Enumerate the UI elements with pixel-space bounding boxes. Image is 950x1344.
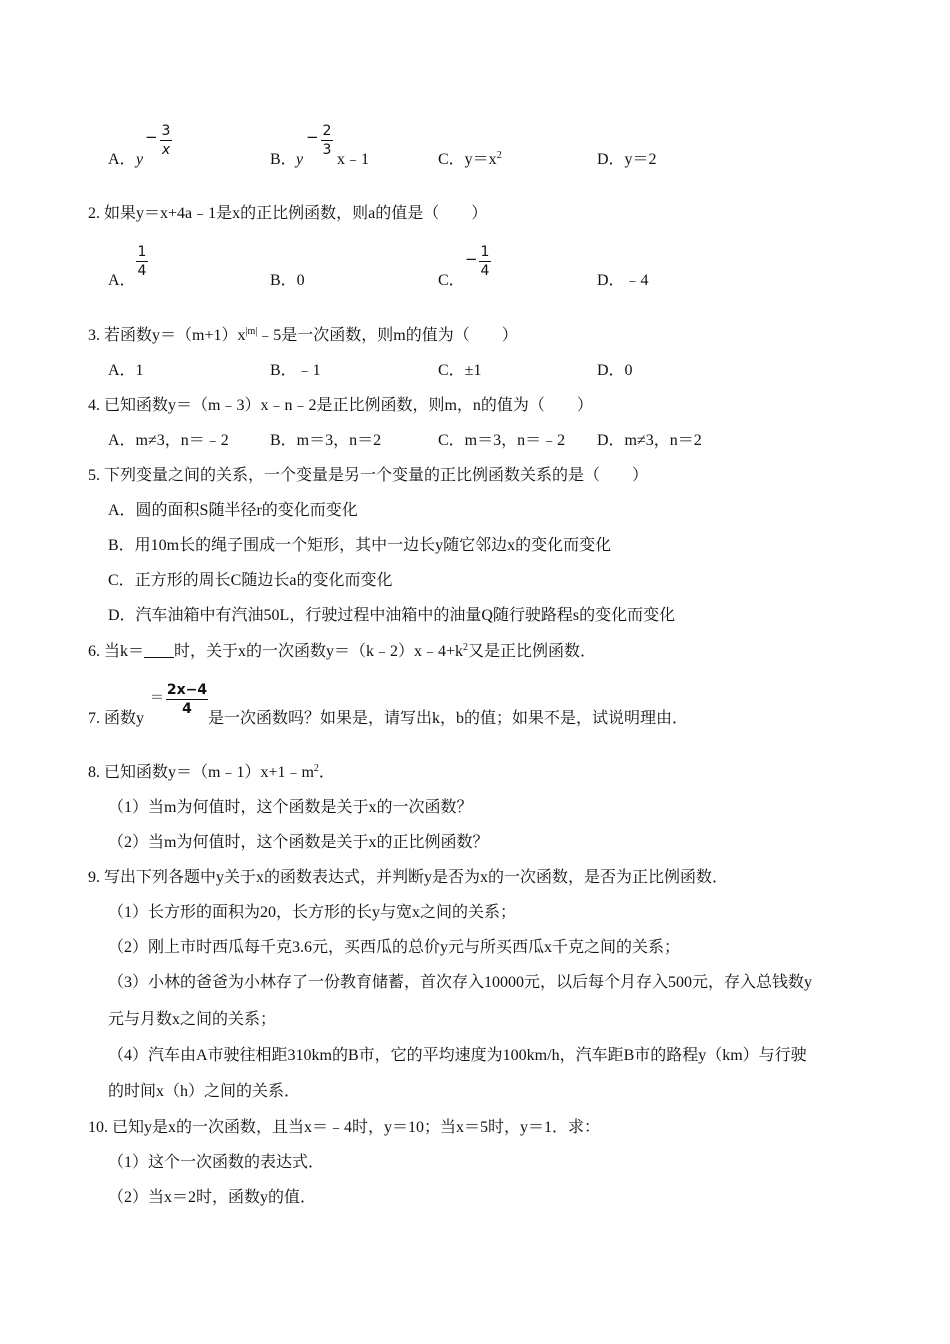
q9-part-3-line-2: 元与月数x之间的关系；	[108, 1011, 277, 1028]
q4-stem: 4. 已知函数y＝（m﹣3）x﹣n﹣2是正比例函数，则m，n的值为（ ）	[88, 397, 593, 414]
q1-option-a-fraction: 3 x	[161, 123, 171, 158]
q7-equals: ＝	[150, 690, 164, 706]
q9-part-2: （2）刚上市时西瓜每千克3.6元，买西瓜的总价y元与所买西瓜x千克之间的关系；	[108, 939, 681, 956]
q7-fraction: 2x−4 4	[166, 682, 208, 717]
q2-option-c-fraction: 1 4	[480, 244, 490, 279]
q9-part-1: （1）长方形的面积为20，长方形的长y与宽x之间的关系；	[108, 904, 517, 921]
q2-option-a-label: A．	[108, 272, 136, 289]
q1-option-b-var: y	[296, 151, 304, 168]
q10-part-1: （1）这个一次函数的表达式．	[108, 1154, 325, 1171]
q2-option-c-minus: −	[465, 250, 478, 268]
q4-option-c: C．m＝3，n＝﹣2	[438, 432, 566, 449]
q9-stem: 9. 写出下列各题中y关于x的函数表达式，并判断y是否为x的一次函数，是否为正比例函数．	[88, 869, 729, 886]
q5-option-b: B．用10m长的绳子围成一个矩形，其中一边长y随它邻边x的变化而变化	[108, 537, 612, 554]
q9-part-3-line-1: （3）小林的爸爸为小林存了一份教育储蓄，首次存入10000元，以后每个月存入500元，存入总钱数y	[108, 974, 813, 991]
q2-stem: 2. 如果y＝x+4a﹣1是x的正比例函数，则a的值是（ ）	[88, 205, 488, 222]
q3-option-d: D．0	[597, 362, 633, 379]
q5-option-a: A．圆的面积S随半径r的变化而变化	[108, 502, 358, 519]
q1-option-b-tail: x﹣1	[337, 151, 370, 168]
q3-stem: 3. 若函数$y=(m+1)x^{|m|}﹣5$是一次函数，则m的值为（ ）	[88, 326, 518, 344]
q1-option-b-label: B．	[270, 151, 297, 168]
q5-option-c: C．正方形的周长C随边长a的变化而变化	[108, 572, 393, 589]
q1-option-b-fraction: 2 3	[322, 123, 332, 158]
q1-option-a-label: A．	[108, 151, 136, 168]
q8-part-1: （1）当m为何值时，这个函数是关于x的一次函数？	[108, 799, 473, 816]
q1-option-a-minus: −	[145, 128, 158, 146]
q1-option-d: D．y＝2	[597, 151, 657, 168]
q4-option-d: D．m≠3，n＝2	[597, 432, 702, 449]
q3-option-b: B．﹣1	[270, 362, 321, 379]
q5-stem: 5. 下列变量之间的关系，一个变量是另一个变量的正比例函数关系的是（ ）	[88, 467, 649, 484]
q3-option-c: C．±1	[438, 362, 482, 379]
q5-option-d: D．汽车油箱中有汽油50L，行驶过程中油箱中的油量Q随行驶路程s的变化而变化	[108, 607, 676, 624]
q2-option-b: B．0	[270, 272, 305, 289]
q7-stem-b: 是一次函数吗？如果是，请写出k，b的值；如果不是，试说明理由．	[208, 710, 689, 727]
q4-option-a: A．m≠3，n＝﹣2	[108, 432, 229, 449]
q4-option-b: B．m＝3，n＝2	[270, 432, 382, 449]
q8-stem: 8. 已知函数$y=(m﹣1)x+1﹣m^2$．	[88, 763, 335, 781]
q9-part-4-line-1: （4）汽车由A市驶往相距310km的B市，它的平均速度为100km/h，汽车距B市的路程y（km）与行驶	[108, 1047, 807, 1064]
q3-option-a: A．1	[108, 362, 144, 379]
q1-option-a-var: y	[136, 151, 144, 168]
q10-stem: 10. 已知y是x的一次函数，且当x＝﹣4时，y＝10；当x＝5时，y＝1．求：	[88, 1119, 601, 1136]
q2-option-d: D．﹣4	[597, 272, 649, 289]
q10-part-2: （2）当x＝2时，函数y的值．	[108, 1189, 317, 1206]
q2-option-c-label: C．	[438, 272, 465, 289]
q8-part-2: （2）当m为何值时，这个函数是关于x的正比例函数？	[108, 834, 489, 851]
q1-option-c: C．$y=x^2$	[438, 150, 502, 168]
q2-option-a-fraction: 1 4	[137, 244, 147, 279]
q7-stem-a: 7. 函数y	[88, 710, 145, 727]
q6-stem: 6. 当k＝ 时，关于x的一次函数$y=(k﹣2)x﹣4+k^2$又是正比例函数．	[88, 642, 597, 660]
q6-answer-blank	[144, 642, 174, 658]
q1-option-b-minus: −	[306, 128, 319, 146]
q9-part-4-line-2: 的时间x（h）之间的关系．	[108, 1083, 301, 1100]
